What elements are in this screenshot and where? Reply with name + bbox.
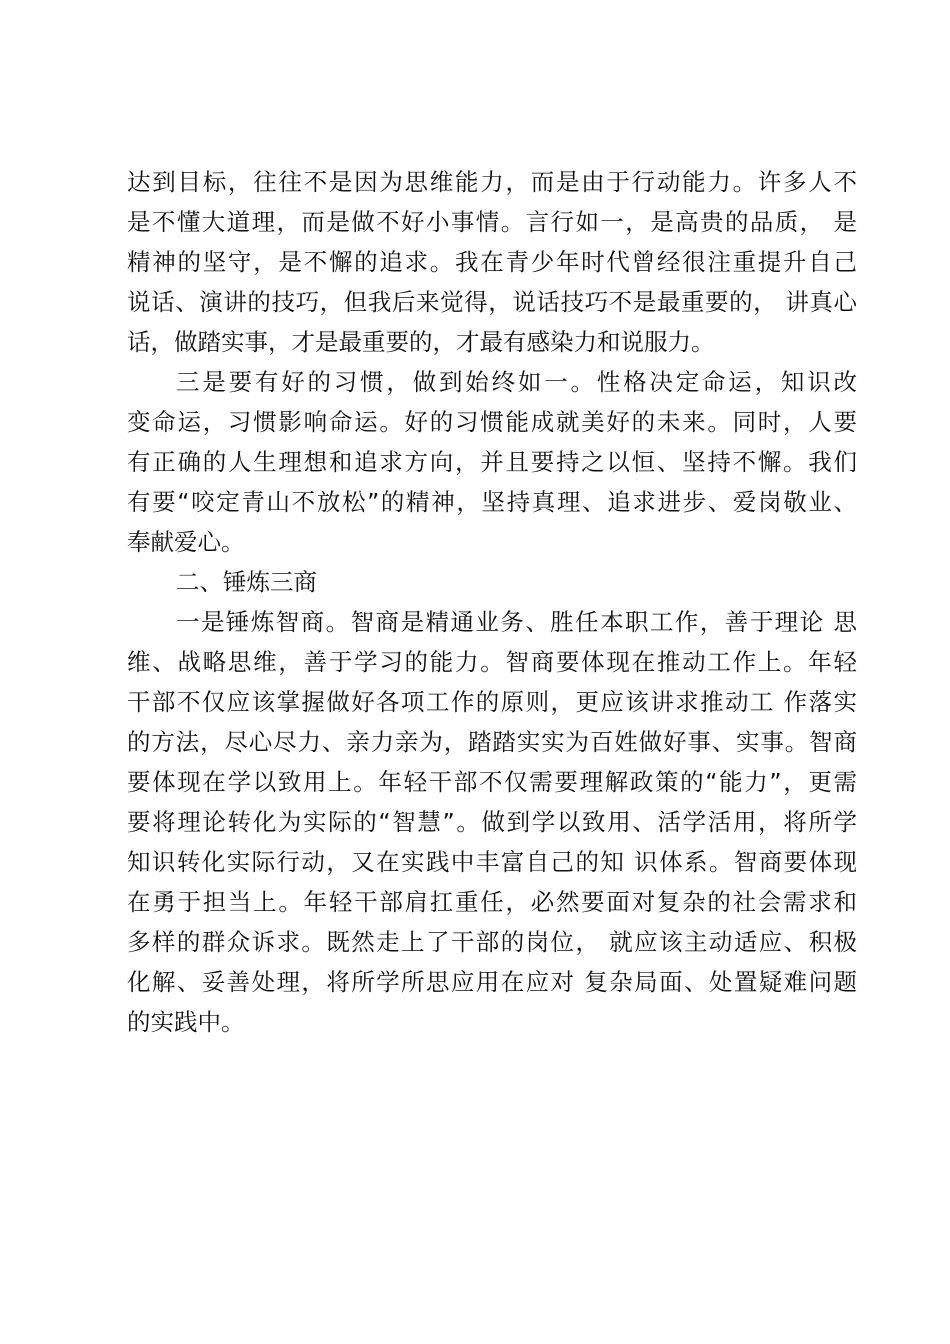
text-line: 维、战略思维，善于学习的能力。智商要体现在推动工作上。年轻 — [127, 648, 857, 676]
text-line: 的实践中。 — [127, 1008, 245, 1036]
text-line: 一是锤炼智商。智商是精通业务、胜任本职工作，善于理论 思 — [176, 608, 857, 636]
text-line: 化解、妥善处理，将所学所思应用在应对 复杂局面、处置疑难问题 — [127, 968, 857, 996]
text-line: 的方法，尽心尽力、亲力亲为，踏踏实实为百姓做好事、实事。智商 — [127, 728, 857, 756]
text-line: 有正确的人生理想和追求方向，并且要持之以恒、坚持不懈。我们 — [127, 448, 857, 476]
text-line: 精神的坚守，是不懈的追求。我在青少年时代曾经很注重提升自己 — [127, 248, 857, 276]
text-line: 变命运，习惯影响命运。好的习惯能成就美好的未来。同时，人要 — [127, 408, 857, 436]
text-line: 是不懂大道理，而是做不好小事情。言行如一，是高贵的品质， 是 — [127, 208, 857, 236]
text-line: 干部不仅应该掌握做好各项工作的原则，更应该讲求推动工 作落实 — [127, 688, 857, 716]
body-text — [127, 162, 857, 1042]
text-line: 有要“咬定青山不放松”的精神，坚持真理、追求进步、爱岗敬业、 — [127, 488, 857, 516]
text-line: 三是要有好的习惯，做到始终如一。性格决定命运，知识改 — [176, 368, 857, 396]
text-line: 知识转化实际行动，又在实践中丰富自己的知 识体系。智商要体现 — [127, 848, 857, 876]
text-line: 话，做踏实事，才是最重要的，才最有感染力和说服力。 — [127, 328, 715, 356]
text-line: 说话、演讲的技巧，但我后来觉得，说话技巧不是最重要的， 讲真心 — [127, 288, 857, 316]
text-line: 要将理论转化为实际的“智慧”。做到学以致用、活学活用，将所学 — [127, 808, 857, 836]
section-heading: 二、锤炼三商 — [176, 568, 317, 596]
text-line: 要体现在学以致用上。年轻干部不仅需要理解政策的“能力”，更需 — [127, 768, 857, 796]
text-line: 在勇于担当上。年轻干部肩扛重任，必然要面对复杂的社会需求和 — [127, 888, 857, 916]
text-line: 多样的群众诉求。既然走上了干部的岗位， 就应该主动适应、积极 — [127, 928, 857, 956]
text-line: 达到目标，往往不是因为思维能力，而是由于行动能力。许多人不 — [127, 168, 857, 196]
text-line: 奉献爱心。 — [127, 528, 245, 556]
